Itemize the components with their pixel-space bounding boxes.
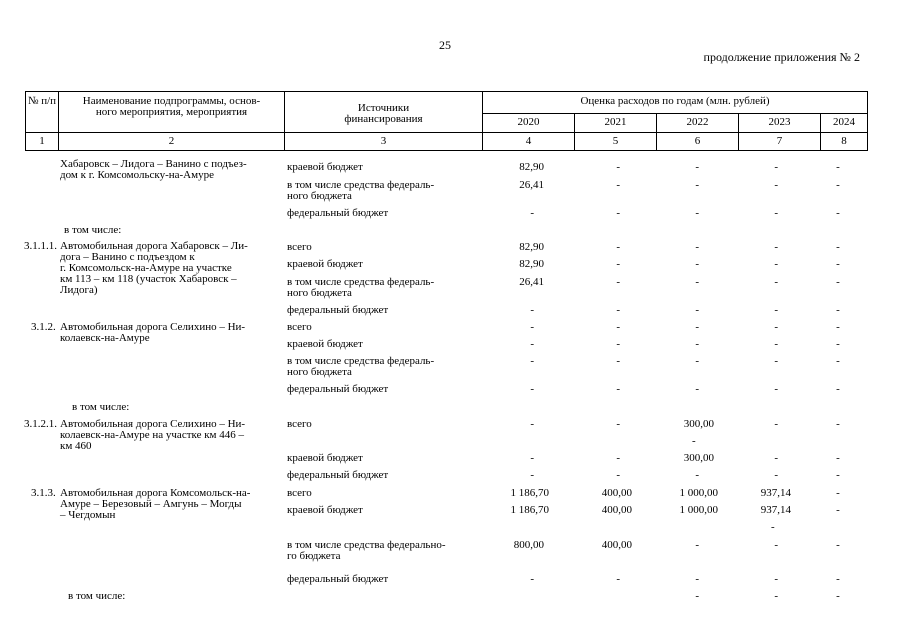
value-2021: -: [616, 355, 620, 367]
source-label-line: ного бюджета: [287, 287, 352, 299]
value-2022: -: [695, 469, 699, 481]
value-2024: -: [836, 179, 840, 191]
item-name: [60, 322, 245, 344]
item-name-line: км 113 – км 118 (участок Хабаровск –: [60, 273, 237, 285]
value-2020: 800,00: [513, 539, 544, 551]
value-2023: -: [774, 241, 778, 253]
rule: [867, 91, 868, 151]
value-2023: -: [774, 383, 778, 395]
value-2021: -: [616, 418, 620, 430]
item-name-line: – Чегдомын: [60, 509, 116, 521]
source-label-line: в том числе средства федераль-: [287, 179, 435, 191]
stray-dash: -: [692, 435, 696, 447]
value-2020: 82,90: [519, 241, 544, 253]
item-name-line: км 460: [60, 440, 92, 452]
value-2020: -: [530, 383, 534, 395]
value-2024: -: [836, 539, 840, 551]
item-name-line: колаевск-на-Амуре на участке км 446 –: [60, 429, 245, 441]
value-2020: -: [530, 304, 534, 316]
value-2022: -: [695, 241, 699, 253]
value-2020: -: [530, 452, 534, 464]
source-label: всего: [287, 418, 312, 430]
source-label-line: в том числе средства федераль-: [287, 276, 435, 288]
value-2021: -: [616, 304, 620, 316]
value-2024: -: [836, 304, 840, 316]
col-number: 8: [841, 135, 847, 147]
col-number: 6: [694, 135, 701, 147]
value-2020: -: [530, 469, 534, 481]
source-label: [287, 356, 434, 378]
year-2024: 2024: [833, 116, 855, 128]
value-2023: -: [774, 179, 778, 191]
item-name-line: Автомобильная дорога Хабаровск – Ли-: [60, 240, 248, 252]
source-label: всего: [287, 241, 312, 253]
rule: [25, 91, 868, 92]
value-2024: -: [836, 487, 840, 499]
value-2021: -: [616, 383, 620, 395]
value-2024: -: [836, 321, 840, 333]
source-label-line: го бюджета: [287, 550, 341, 562]
item-name-line: Автомобильная дорога Селихино – Ни-: [60, 321, 246, 333]
value-2022: -: [695, 321, 699, 333]
item-number: 3.1.3.: [31, 487, 56, 499]
value-2021: -: [616, 161, 620, 173]
value-2023: -: [774, 539, 778, 551]
value-2023: 937,14: [760, 487, 791, 499]
value-2022: -: [695, 338, 699, 350]
value-2022: 1 000,00: [679, 487, 718, 499]
source-label: федеральный бюджет: [287, 383, 389, 395]
value-2023: -: [774, 590, 778, 602]
col-number: 7: [776, 135, 783, 147]
value-2022: -: [695, 207, 699, 219]
value-2021: -: [616, 207, 620, 219]
continuation-label: продолжение приложения № 2: [703, 50, 860, 64]
source-label: федеральный бюджет: [287, 573, 389, 585]
value-2022: -: [695, 179, 699, 191]
value-2022: -: [695, 258, 699, 270]
item-name-line: Автомобильная дорога Селихино – Ни-: [60, 418, 246, 430]
value-2023: -: [774, 573, 778, 585]
value-2023: -: [774, 338, 778, 350]
header-name: [59, 96, 284, 118]
value-2023: -: [774, 276, 778, 288]
value-2023: -: [774, 304, 778, 316]
value-2022: -: [695, 161, 699, 173]
source-label: краевой бюджет: [287, 504, 363, 516]
value-2020: 1 186,70: [510, 504, 549, 516]
item-name: [60, 159, 247, 181]
source-label: краевой бюджет: [287, 161, 363, 173]
value-2022: 300,00: [683, 452, 714, 464]
source-label: краевой бюджет: [287, 452, 363, 464]
header-estimate: Оценка расходов по годам (млн. рублей): [580, 95, 770, 107]
value-2022: -: [695, 539, 699, 551]
value-2020: 26,41: [519, 276, 544, 288]
header-sources-line: финансирования: [344, 113, 423, 125]
source-label: [287, 277, 434, 299]
value-2023: -: [774, 321, 778, 333]
item-number: 3.1.2.1.: [24, 418, 57, 430]
source-label: федеральный бюджет: [287, 469, 389, 481]
source-label: краевой бюджет: [287, 258, 363, 270]
header-num: № п/п: [27, 95, 57, 107]
value-2020: -: [530, 418, 534, 430]
value-2020: -: [530, 321, 534, 333]
value-2024: -: [836, 418, 840, 430]
source-label: федеральный бюджет: [287, 207, 389, 219]
value-2024: -: [836, 469, 840, 481]
item-name-line: Хабаровск – Лидога – Ванино с подъез-: [60, 158, 247, 170]
value-2020: -: [530, 338, 534, 350]
source-label: краевой бюджет: [287, 338, 363, 350]
value-2021: -: [616, 241, 620, 253]
value-2023: -: [774, 258, 778, 270]
value-2023: 937,14: [760, 504, 791, 516]
value-2020: 82,90: [519, 258, 544, 270]
in-total-label: в том числе:: [64, 224, 122, 236]
rule: [25, 132, 868, 133]
value-2024: -: [836, 383, 840, 395]
item-name-line: колаевск-на-Амуре: [60, 332, 150, 344]
year-2020: 2020: [517, 116, 540, 128]
year-2022: 2022: [686, 116, 709, 128]
value-2024: -: [836, 338, 840, 350]
col-number: 4: [525, 135, 532, 147]
value-2021: -: [616, 469, 620, 481]
value-2022: 300,00: [683, 418, 714, 430]
value-2020: 1 186,70: [510, 487, 549, 499]
source-label: [287, 180, 434, 202]
item-name-line: дом к г. Комсомольску-на-Амуре: [60, 169, 214, 181]
value-2020: -: [530, 355, 534, 367]
item-name-line: Автомобильная дорога Комсомольск-на-: [60, 487, 251, 499]
year-2023: 2023: [768, 116, 791, 128]
value-2024: -: [836, 573, 840, 585]
source-label: [287, 540, 446, 562]
value-2021: -: [616, 258, 620, 270]
value-2022: -: [695, 383, 699, 395]
col-number: 1: [39, 135, 45, 147]
value-2024: -: [836, 258, 840, 270]
value-2021: -: [616, 573, 620, 585]
item-name: [60, 419, 245, 452]
in-total-label: в том числе:: [72, 401, 130, 413]
value-2023: -: [774, 355, 778, 367]
item-number: 3.1.2.: [31, 321, 56, 333]
item-name-line: Лидога): [60, 284, 98, 296]
value-2023: -: [774, 418, 778, 430]
value-2020: 82,90: [519, 161, 544, 173]
year-2021: 2021: [604, 116, 627, 128]
in-total-label: в том числе:: [68, 590, 126, 602]
value-2022: -: [695, 355, 699, 367]
value-2024: -: [836, 355, 840, 367]
source-label: всего: [287, 487, 312, 499]
value-2021: -: [616, 452, 620, 464]
value-2024: -: [836, 161, 840, 173]
value-2024: -: [836, 241, 840, 253]
value-2021: 400,00: [601, 487, 632, 499]
value-2022: -: [695, 573, 699, 585]
item-number: 3.1.1.1.: [24, 240, 57, 252]
value-2023: -: [774, 207, 778, 219]
col-number: 3: [380, 135, 387, 147]
value-2024: -: [836, 452, 840, 464]
value-2022: -: [695, 590, 699, 602]
value-2023: -: [774, 452, 778, 464]
col-number: 2: [168, 135, 175, 147]
value-2022: -: [695, 304, 699, 316]
item-name: [60, 241, 248, 296]
stray-dash: -: [771, 521, 775, 533]
value-2021: -: [616, 321, 620, 333]
rule: [482, 113, 868, 114]
source-label-line: в том числе средства федерально-: [287, 539, 446, 551]
value-2024: -: [836, 207, 840, 219]
source-label: федеральный бюджет: [287, 304, 389, 316]
value-2020: -: [530, 573, 534, 585]
value-2024: -: [836, 276, 840, 288]
item-name-line: дога – Ванино с подъездом к: [60, 251, 195, 263]
value-2020: 26,41: [519, 179, 544, 191]
source-label-line: ного бюджета: [287, 366, 352, 378]
value-2022: 1 000,00: [679, 504, 718, 516]
header-name-line: ного мероприятия, мероприятия: [95, 106, 248, 118]
rule: [25, 150, 868, 151]
source-label-line: ного бюджета: [287, 190, 352, 202]
value-2024: -: [836, 504, 840, 516]
source-label-line: в том числе средства федераль-: [287, 355, 435, 367]
header-sources-line: Источники: [357, 102, 410, 114]
value-2021: -: [616, 179, 620, 191]
value-2020: -: [530, 207, 534, 219]
page-number: 25: [439, 38, 451, 52]
source-label: всего: [287, 321, 312, 333]
value-2021: 400,00: [601, 504, 632, 516]
value-2024: -: [836, 590, 840, 602]
value-2023: -: [774, 161, 778, 173]
item-name-line: г. Комсомольск-на-Амуре на участке: [60, 262, 232, 274]
value-2021: -: [616, 276, 620, 288]
header-sources: [285, 103, 482, 125]
value-2021: 400,00: [601, 539, 632, 551]
value-2022: -: [695, 276, 699, 288]
col-number: 5: [612, 135, 619, 147]
header-name-line: Наименование подпрограммы, основ-: [82, 95, 261, 107]
item-name: [60, 488, 250, 521]
value-2023: -: [774, 469, 778, 481]
item-name-line: Амуре – Березовый – Амгунь – Могды: [60, 498, 242, 510]
value-2021: -: [616, 338, 620, 350]
